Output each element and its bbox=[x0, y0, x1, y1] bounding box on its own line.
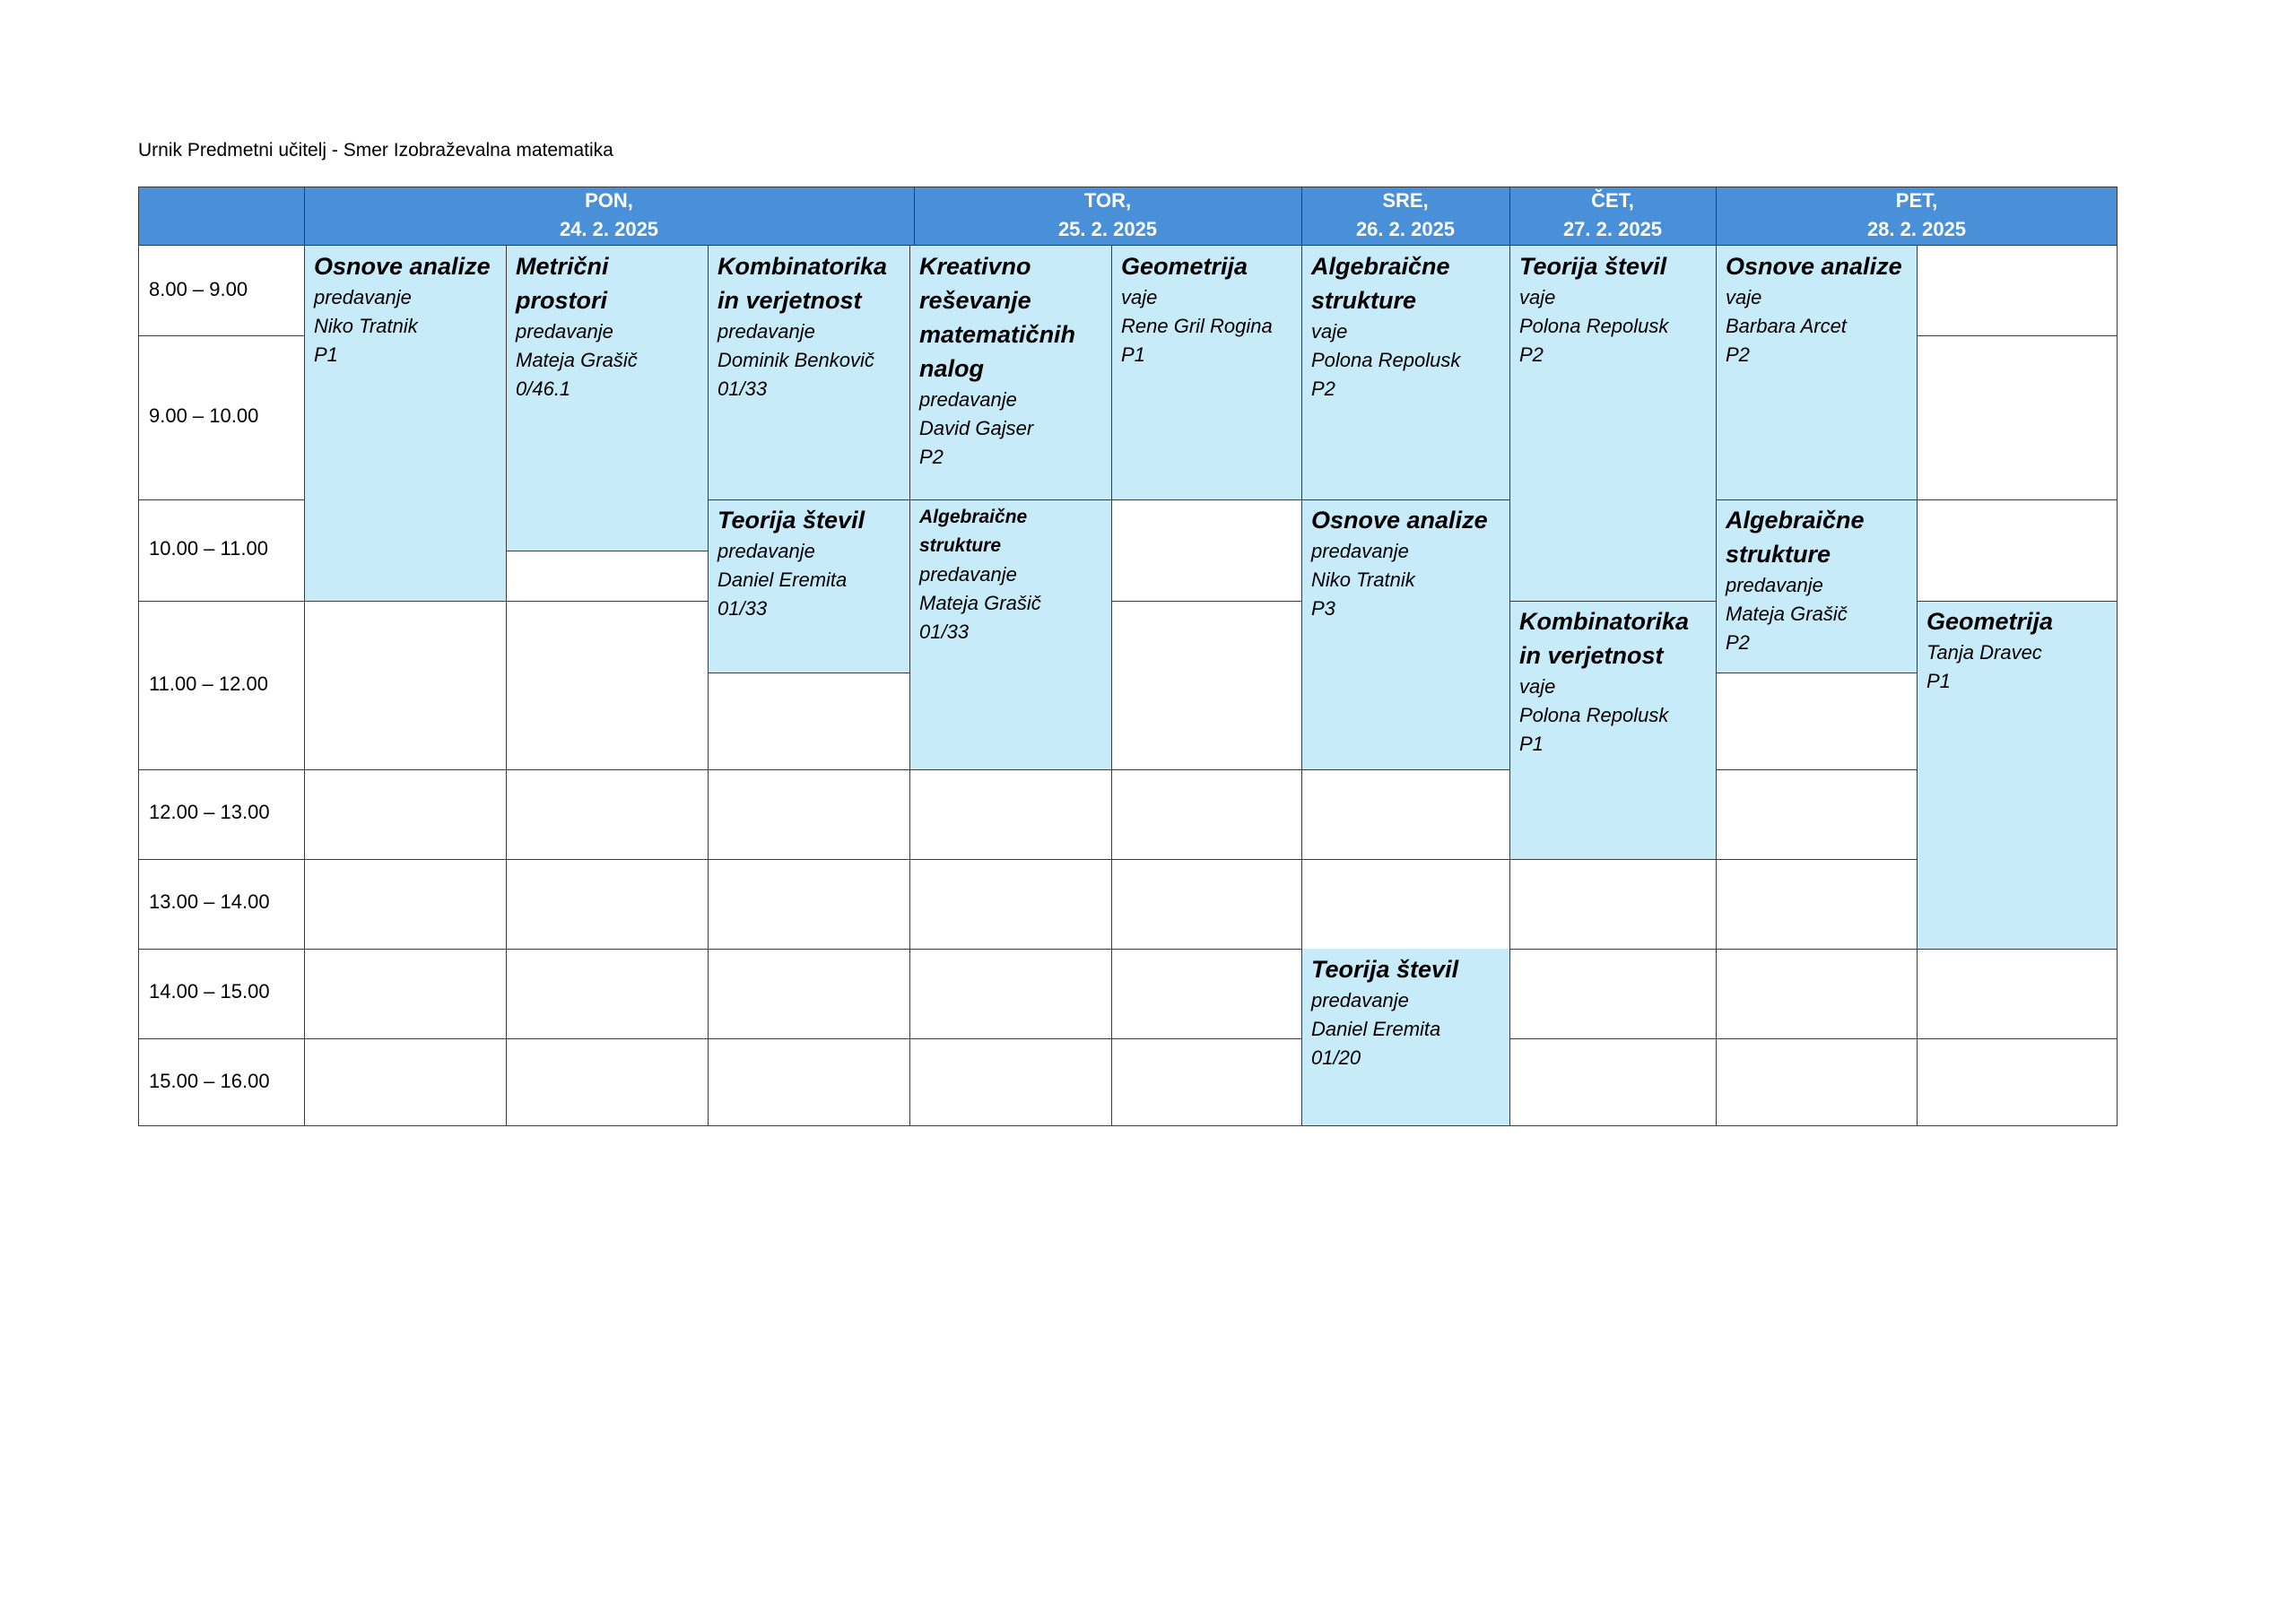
lesson-teacher: Mateja Grašič bbox=[919, 592, 1041, 614]
day-date: 24. 2. 2025 bbox=[559, 218, 659, 240]
table-border bbox=[1716, 769, 1917, 770]
table-border bbox=[138, 335, 304, 336]
table-border bbox=[304, 1038, 1301, 1039]
lesson-teacher: Tanja Dravec bbox=[1926, 641, 2042, 664]
table-border bbox=[138, 949, 304, 950]
lesson-type: vaje bbox=[1311, 320, 1348, 343]
lesson-block[interactable] bbox=[1716, 499, 1917, 673]
header-day-wed bbox=[1301, 187, 1509, 246]
lesson-type: vaje bbox=[1121, 286, 1158, 308]
lesson-teacher: Mateja Grašič bbox=[516, 349, 638, 371]
lesson-room: P1 bbox=[314, 343, 338, 366]
lesson-subject: Geometrija bbox=[1121, 253, 1248, 280]
lesson-block[interactable] bbox=[708, 499, 909, 673]
table-border bbox=[304, 601, 708, 602]
time-slot-label: 9.00 – 10.00 bbox=[149, 404, 259, 427]
lesson-type: predavanje bbox=[718, 540, 815, 562]
lesson-type: predavanje bbox=[314, 286, 412, 308]
table-border bbox=[1509, 187, 1510, 246]
lesson-teacher: Polona Repolusk bbox=[1519, 704, 1669, 726]
table-border bbox=[1301, 246, 1302, 1126]
lesson-room: P2 bbox=[1519, 343, 1544, 366]
table-border bbox=[138, 187, 139, 1126]
lesson-teacher: Daniel Eremita bbox=[1311, 1018, 1441, 1040]
lesson-block[interactable] bbox=[1509, 246, 1716, 601]
lesson-subject: Teorija števil bbox=[1519, 253, 1667, 280]
time-slot-label: 14.00 – 15.00 bbox=[149, 980, 270, 1002]
lesson-teacher: David Gajser bbox=[919, 417, 1034, 439]
day-name: SRE, bbox=[1382, 189, 1429, 212]
day-date: 27. 2. 2025 bbox=[1562, 218, 1663, 240]
table-border bbox=[304, 859, 1917, 860]
lesson-room: P2 bbox=[1311, 378, 1335, 400]
lesson-subject: Algebraične strukture bbox=[919, 507, 1028, 556]
lesson-teacher: Polona Repolusk bbox=[1311, 349, 1461, 371]
lesson-room: 01/33 bbox=[718, 597, 768, 620]
table-border bbox=[1716, 246, 1717, 1126]
lesson-block[interactable] bbox=[1917, 601, 2118, 949]
table-border bbox=[1509, 1038, 2118, 1039]
lesson-room: P1 bbox=[1519, 733, 1544, 755]
table-border bbox=[914, 187, 915, 246]
lesson-block[interactable] bbox=[708, 246, 909, 499]
lesson-block[interactable] bbox=[909, 246, 1111, 499]
lesson-subject: Geometrija bbox=[1926, 608, 2054, 635]
lesson-type: predavanje bbox=[1311, 540, 1409, 562]
table-border bbox=[1917, 246, 1918, 1126]
table-border bbox=[138, 1038, 304, 1039]
lesson-type: predavanje bbox=[516, 320, 613, 343]
lesson-room: P3 bbox=[1311, 597, 1335, 620]
header-corner bbox=[138, 187, 304, 246]
lesson-subject: Kombinatorika in verjetnost bbox=[1519, 608, 1690, 669]
lesson-block[interactable] bbox=[1509, 601, 1716, 859]
day-date: 28. 2. 2025 bbox=[1866, 218, 1967, 240]
table-border bbox=[304, 949, 1301, 950]
time-slot-label: 8.00 – 9.00 bbox=[149, 278, 248, 300]
lesson-subject: Osnove analize bbox=[1311, 507, 1488, 534]
day-name: ČET, bbox=[1591, 189, 1634, 212]
header-day-tue bbox=[914, 187, 1301, 246]
lesson-room: 0/46.1 bbox=[516, 378, 571, 400]
lesson-block[interactable] bbox=[1301, 246, 1509, 499]
lesson-block[interactable] bbox=[1111, 246, 1301, 499]
lesson-type: vaje bbox=[1726, 286, 1762, 308]
table-border bbox=[138, 859, 304, 860]
time-slot-label: 12.00 – 13.00 bbox=[149, 801, 270, 823]
table-border bbox=[506, 246, 507, 1126]
lesson-type: predavanje bbox=[919, 388, 1017, 411]
table-border bbox=[1509, 246, 1510, 1126]
lesson-type: vaje bbox=[1519, 286, 1556, 308]
timetable bbox=[138, 187, 2118, 1126]
lesson-type: vaje bbox=[1519, 675, 1556, 698]
lesson-teacher: Rene Gril Rogina bbox=[1121, 315, 1273, 337]
lesson-room: 01/33 bbox=[919, 621, 970, 643]
header-day-fri bbox=[1716, 187, 2118, 246]
table-border bbox=[1111, 246, 1112, 1126]
lesson-type: predavanje bbox=[1726, 574, 1823, 596]
lesson-subject: Teorija števil bbox=[718, 507, 865, 534]
table-border bbox=[304, 246, 305, 1126]
lesson-teacher: Dominik Benkovič bbox=[718, 349, 874, 371]
table-border bbox=[1917, 601, 2118, 602]
day-date: 25. 2. 2025 bbox=[1057, 218, 1158, 240]
lesson-subject: Algebraične strukture bbox=[1726, 507, 1865, 568]
table-border bbox=[1509, 949, 2118, 950]
lesson-room: 01/20 bbox=[1311, 1046, 1361, 1069]
lesson-room: 01/33 bbox=[718, 378, 768, 400]
lesson-room: P2 bbox=[919, 446, 944, 468]
lesson-subject: Kombinatorika in verjetnost bbox=[718, 253, 888, 314]
lesson-subject: Kreativno reševanje matematičnih nalog bbox=[919, 253, 1076, 382]
lesson-block[interactable] bbox=[304, 246, 506, 601]
lesson-teacher: Mateja Grašič bbox=[1726, 603, 1848, 625]
table-border bbox=[1301, 769, 1509, 770]
lesson-teacher: Niko Tratnik bbox=[1311, 568, 1415, 591]
table-border bbox=[1111, 601, 1301, 602]
day-date: 26. 2. 2025 bbox=[1355, 218, 1456, 240]
lesson-type: predavanje bbox=[718, 320, 815, 343]
page-title: Urnik Predmetni učitelj - Smer Izobraževalna matematika bbox=[138, 140, 613, 161]
lesson-room: P1 bbox=[1121, 343, 1145, 366]
lesson-block[interactable] bbox=[506, 246, 708, 551]
time-slot-label: 10.00 – 11.00 bbox=[149, 537, 268, 560]
lesson-subject: Algebraične strukture bbox=[1311, 253, 1450, 314]
table-border bbox=[1716, 499, 2118, 500]
table-border bbox=[138, 1125, 2118, 1126]
time-slot-label: 13.00 – 14.00 bbox=[149, 890, 270, 913]
table-border bbox=[708, 499, 1301, 500]
lesson-subject: Osnove analize bbox=[1726, 253, 1902, 280]
table-border bbox=[138, 499, 304, 500]
header-day-thu bbox=[1509, 187, 1716, 246]
lesson-teacher: Polona Repolusk bbox=[1519, 315, 1669, 337]
lesson-subject: Osnove analize bbox=[314, 253, 491, 280]
table-border bbox=[1301, 499, 1509, 500]
lesson-subject: Metrični prostori bbox=[516, 253, 609, 314]
time-slot-label: 15.00 – 16.00 bbox=[149, 1070, 270, 1092]
table-border bbox=[1716, 187, 1717, 246]
lesson-type: predavanje bbox=[1311, 989, 1409, 1011]
table-border bbox=[2117, 187, 2118, 1126]
header-day-mon bbox=[304, 187, 914, 246]
lesson-block[interactable] bbox=[909, 499, 1111, 769]
lesson-room: P2 bbox=[1726, 631, 1750, 654]
table-border bbox=[1509, 601, 1716, 602]
lesson-teacher: Niko Tratnik bbox=[314, 315, 418, 337]
lesson-type: predavanje bbox=[919, 563, 1017, 586]
table-border bbox=[138, 601, 304, 602]
day-name: PON, bbox=[585, 189, 633, 212]
time-slot-label: 11.00 – 12.00 bbox=[149, 673, 268, 695]
lesson-teacher: Daniel Eremita bbox=[718, 568, 848, 591]
table-border bbox=[138, 769, 304, 770]
lesson-room: P2 bbox=[1726, 343, 1750, 366]
lesson-block[interactable] bbox=[1301, 949, 1509, 1126]
table-border bbox=[909, 246, 910, 1126]
lesson-subject: Teorija števil bbox=[1311, 956, 1459, 983]
lesson-room: P1 bbox=[1926, 670, 1951, 692]
lesson-teacher: Barbara Arcet bbox=[1726, 315, 1847, 337]
lesson-block[interactable] bbox=[1301, 499, 1509, 769]
day-name: TOR, bbox=[1083, 189, 1132, 212]
lesson-block[interactable] bbox=[1716, 246, 1917, 499]
table-border bbox=[138, 245, 2118, 246]
table-border bbox=[1301, 187, 1302, 246]
table-border bbox=[1917, 335, 2118, 336]
table-border bbox=[304, 187, 305, 246]
day-name: PET, bbox=[1895, 189, 1938, 212]
table-border bbox=[708, 246, 709, 1126]
